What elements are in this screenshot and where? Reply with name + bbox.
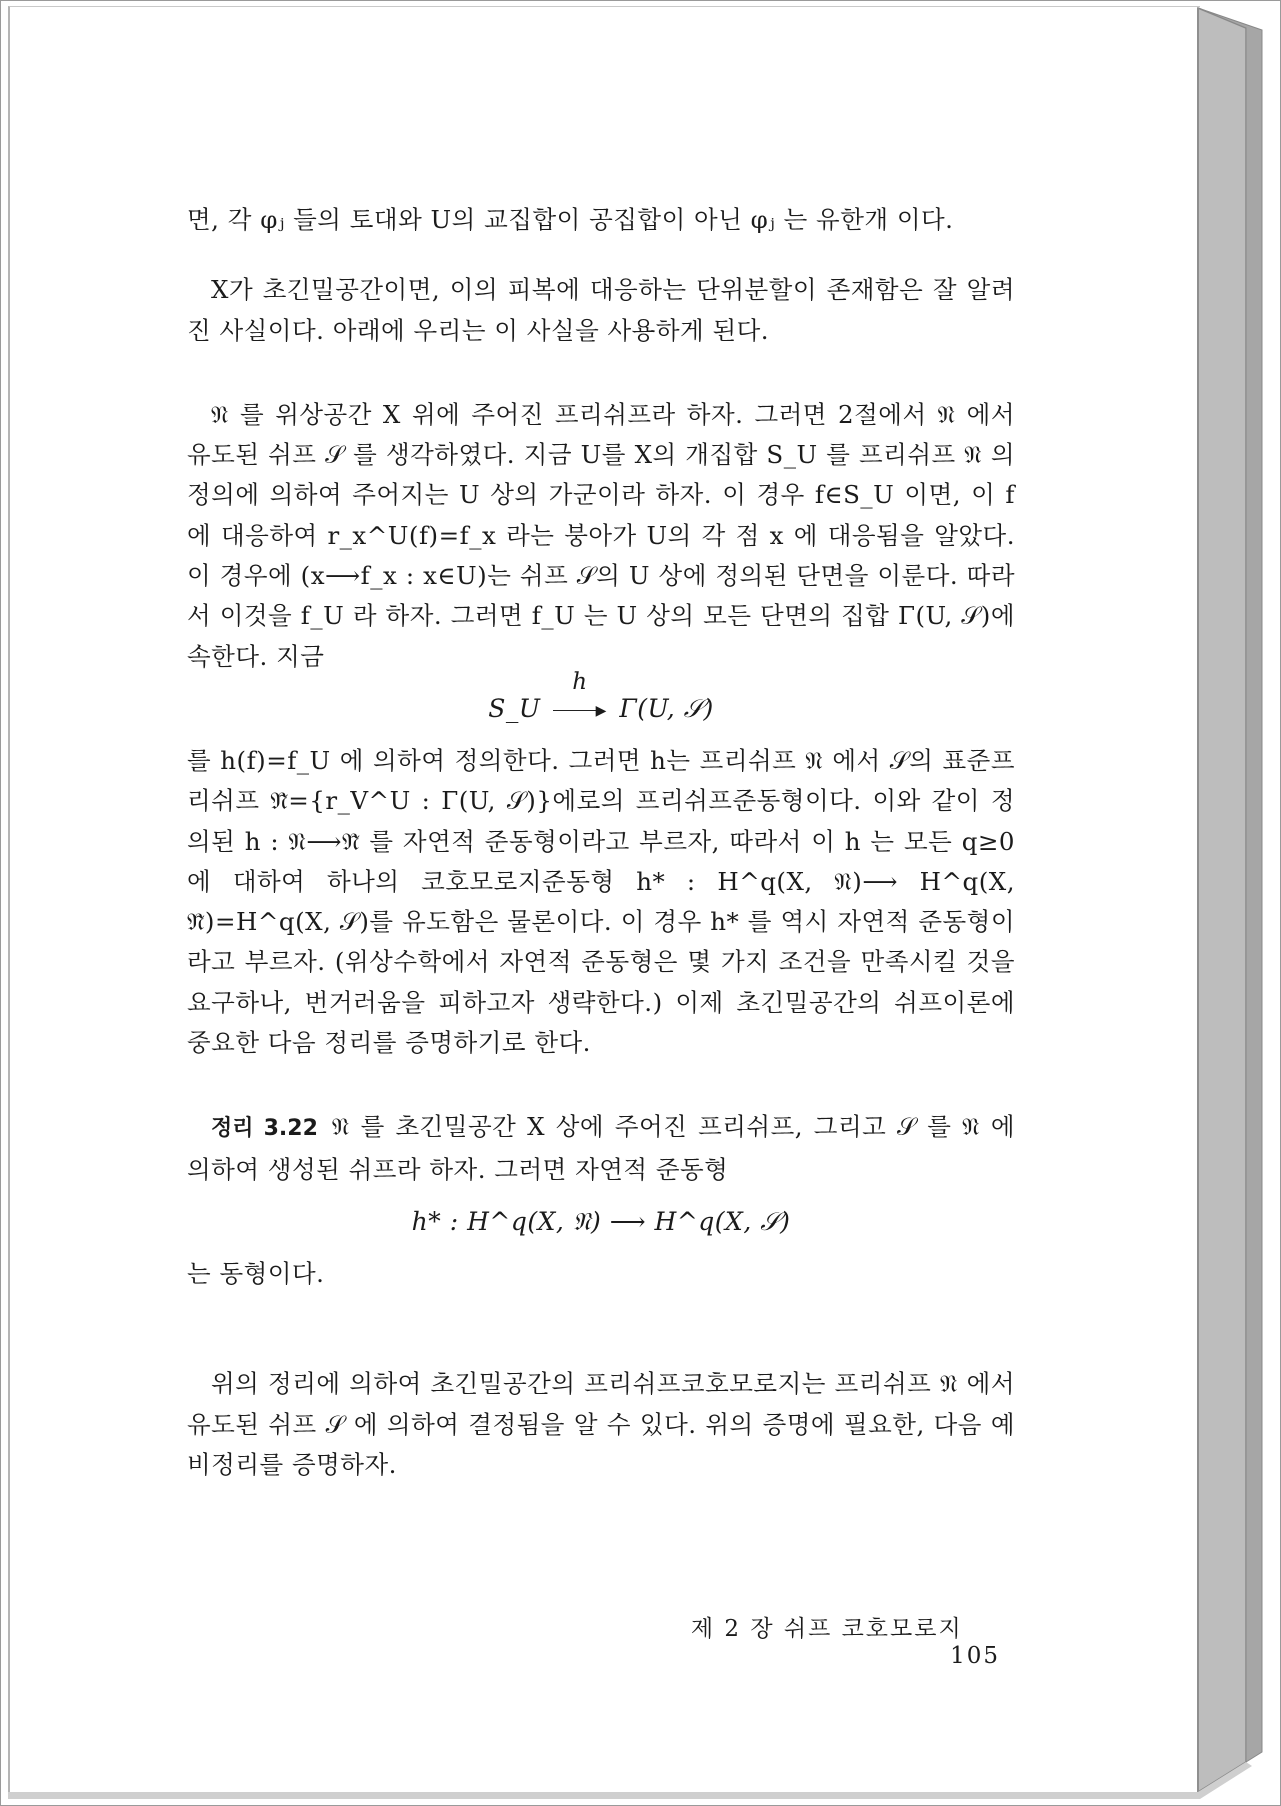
theorem-text: 𝔑 를 초긴밀공간 X 상에 주어진 프리쉬프, 그리고 𝒮 를 𝔑 에 의하여 생성된 쉬프라 하자. 그러면 자연적 준동형: [187, 1112, 1015, 1184]
paragraph-1: 면, 각 φⱼ 들의 토대와 U의 교집합이 공집합이 아닌 φⱼ 는 유한개 이다.: [187, 205, 954, 234]
arrow-icon: h ▶: [553, 700, 607, 720]
equation-sheaf-map: [187, 669, 1015, 741]
theorem-label: 정리 3.22: [211, 1116, 318, 1142]
theorem-ending: 는 동형이다.: [187, 1258, 325, 1288]
paragraph-4: 를 h(f)=f_U 에 의하여 정의한다. 그러면 h는 프리쉬프 𝔑 에서 𝒮의 표준프리쉬프 𝔑̃={r_V^U : Γ(U, 𝒮)}에로의 프리쉬프준동형이다. 이와 같이 정의된 h : 𝔑⟶𝔑̃ 를 자연적 준동형이라고 부르자, 따라서 이 h 는 모든 q≥0 에 대하여 하나의 코호모로지준동형 h* : H^q(X, 𝔑)⟶ H^q(X, 𝔑̃)=H^q(X, 𝒮)를 유도함은 물론이다. 이 경우 h* 를 역시 자연적 준동형이라고 부르자. (위상수학에서 자연적 준동형은 몇 가지 조건을 만족시킬 것을 요구하나, 번거러움을 피하고자 생략한다.) 이제 초긴밀공간의 쉬프이론에 중요한 다음 정리를 증명하기로 한다.: [187, 745, 1015, 1058]
page-number: 105: [950, 1643, 1000, 1669]
paragraph-3: 𝔑 를 위상공간 X 위에 주어진 프리쉬프라 하자. 그러면 2절에서 𝔑 에서 유도된 쉬프 𝒮 를 생각하였다. 지금 U를 X의 개집합 S_U 를 프리쉬프 𝔑 의 정의에 의하여 주어지는 U 상의 가군이라 하자. 이 경우 f∈S_U 이면, 이 f 에 대응하여 r_x^U(f)=f_x 라는 붕아가 U의 각 점 x 에 대응됨을 알았다. 이 경우에 (x⟶f_x : x∈U)는 쉬프 𝒮의 U 상에 정의된 단면을 이룬다. 따라서 이것을 f_U 라 하자. 그러면 f_U 는 U 상의 모든 단면의 집합 Γ(U, 𝒮)에 속한다. 지금: [187, 399, 1015, 671]
closing-paragraph: 위의 정리에 의하여 초긴밀공간의 프리쉬프코호모로지는 프리쉬프 𝔑 에서 유도된 쉬프 𝒮 에 의하여 결정됨을 알 수 있다. 위의 증명에 필요한, 다음 예비정리를 증명하자.: [187, 1369, 1015, 1479]
paragraph-2: X가 초긴밀공간이면, 이의 피복에 대응하는 단위분할이 존재함은 잘 알려진 사실이다. 아래에 우리는 이 사실을 사용하게 된다.: [187, 275, 1015, 345]
chapter-title: 제 2 장 쉬프 코호모로지: [690, 1616, 963, 1642]
arrow-label: h: [572, 669, 588, 696]
equation-right: Γ(U, 𝒮): [619, 693, 714, 723]
theorem-statement: [187, 1107, 1015, 1190]
page-body: [187, 200, 1015, 1485]
theorem-equation: h* : H^q(X, 𝔑) ⟶ H^q(X, 𝒮): [411, 1206, 791, 1236]
equation-left: S_U: [488, 693, 541, 723]
page-footer: [660, 1610, 1000, 1669]
